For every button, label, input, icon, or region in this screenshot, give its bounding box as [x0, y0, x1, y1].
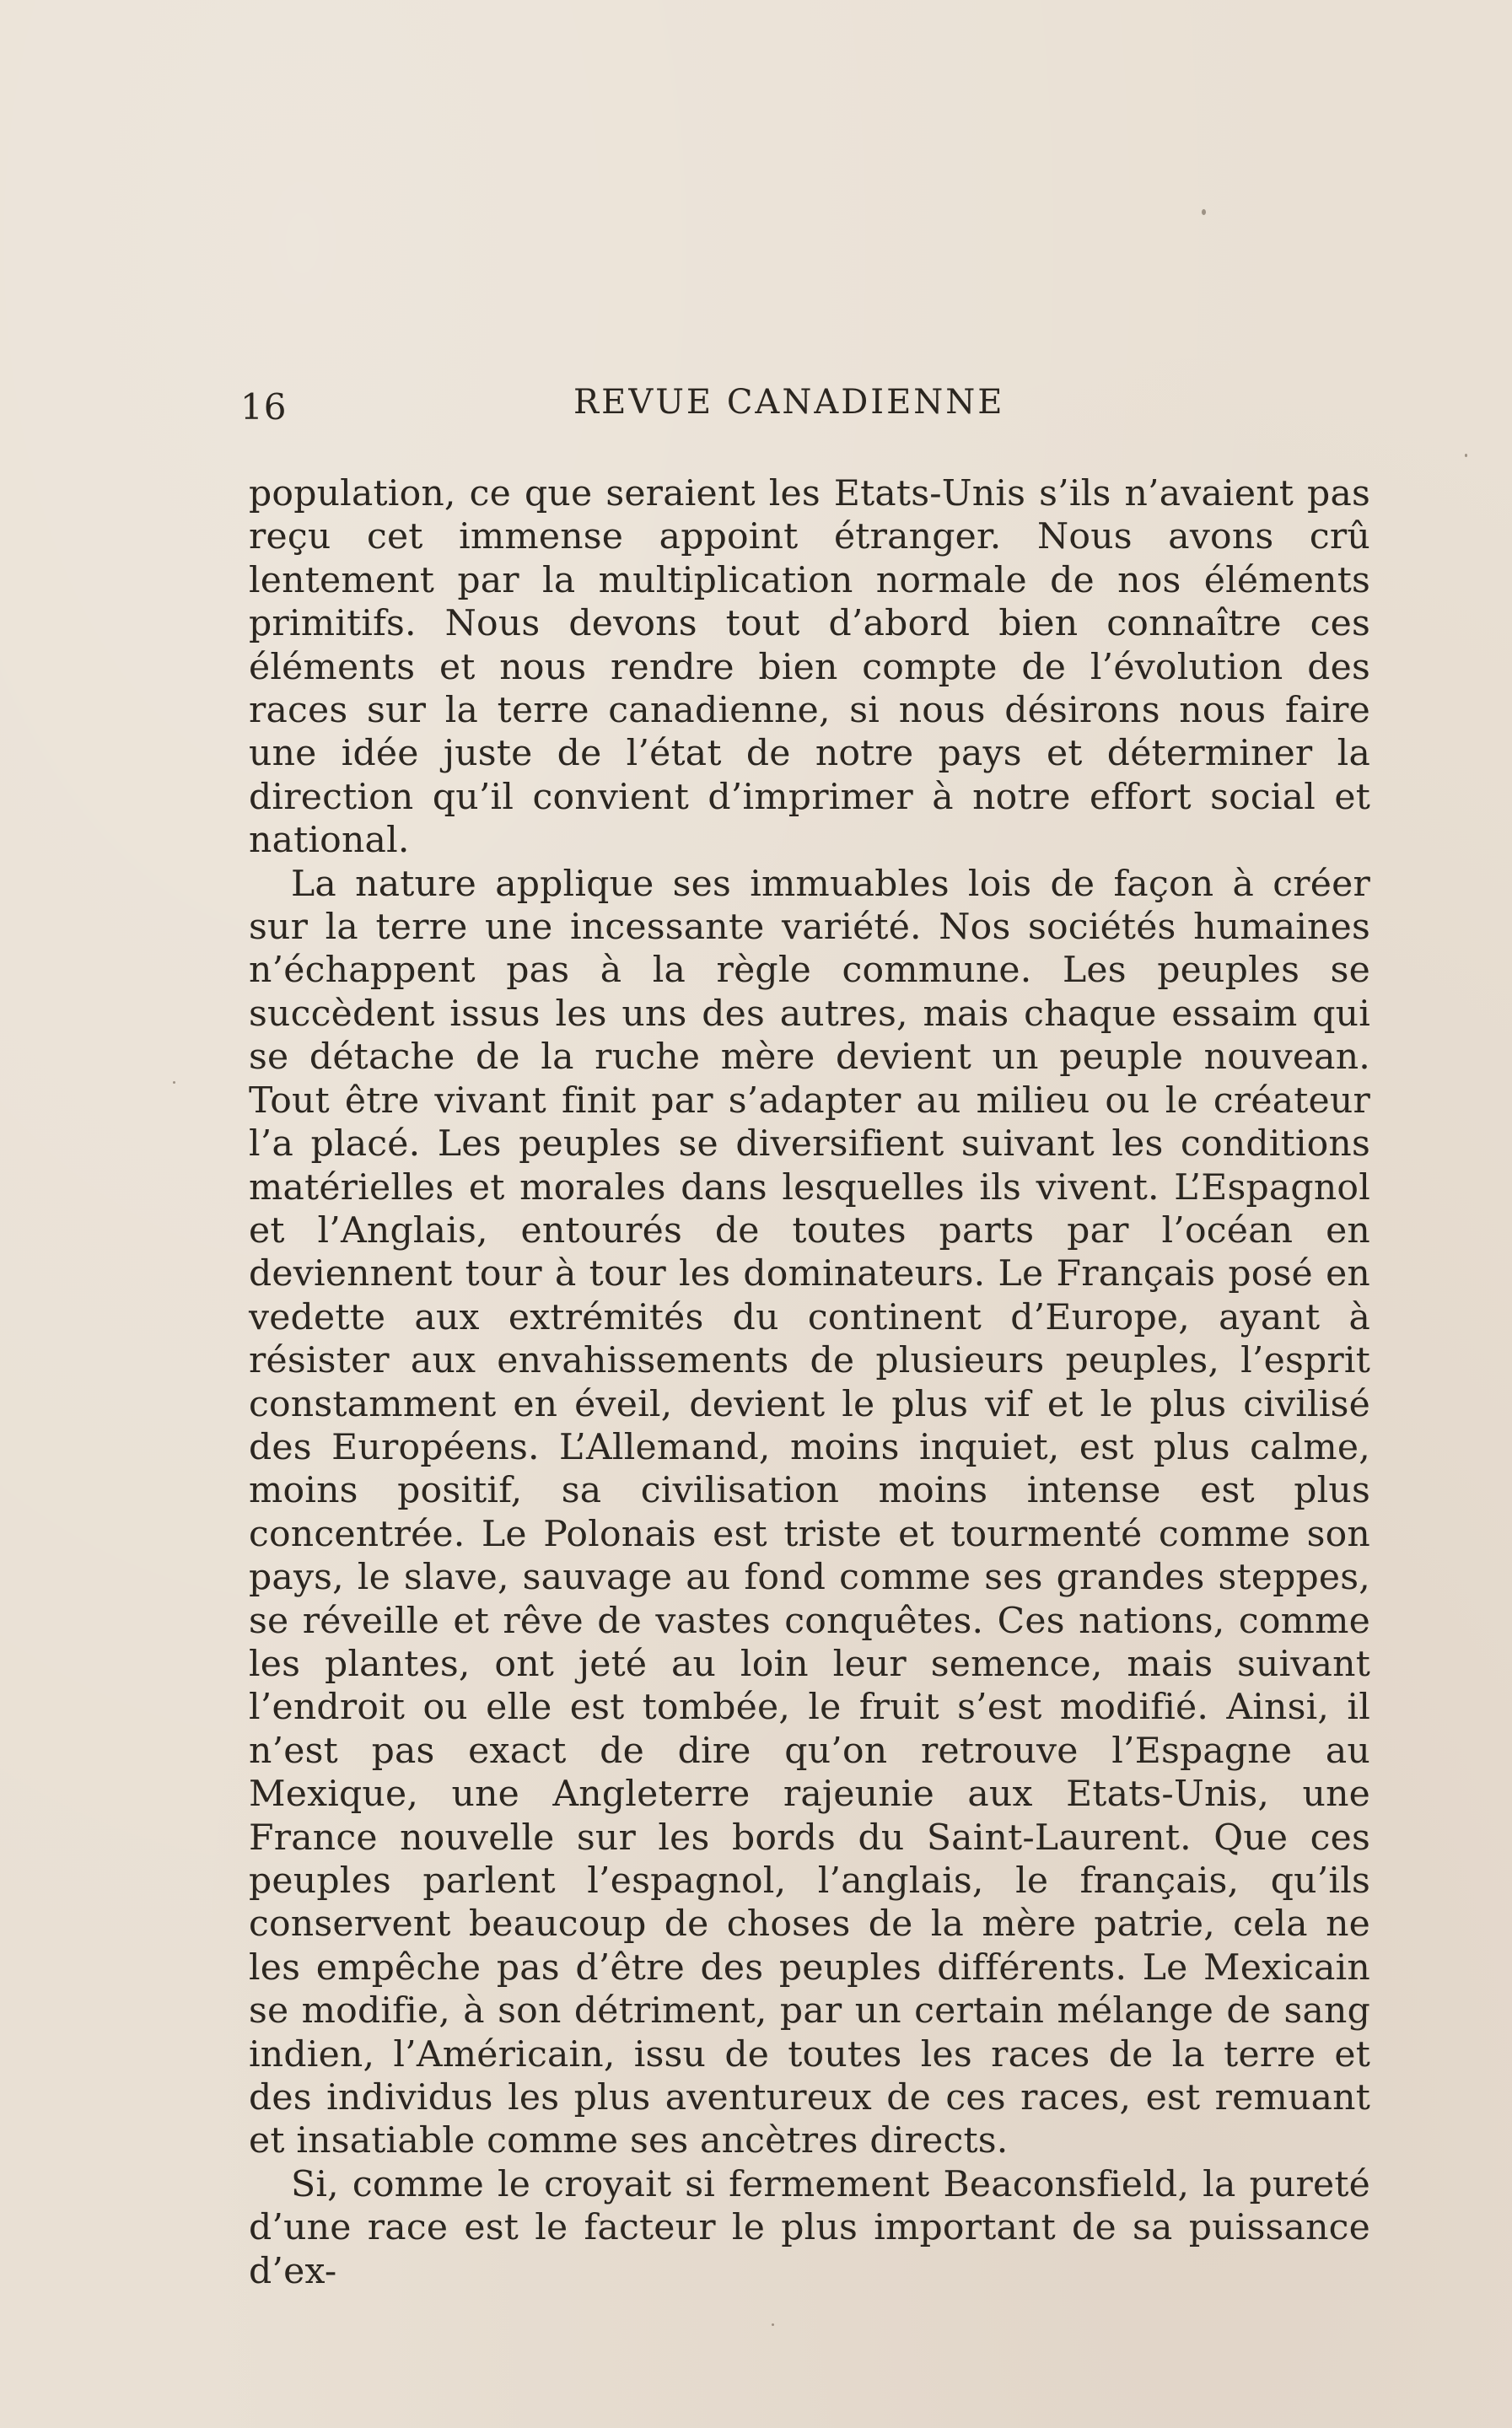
paragraph-1: population, ce que seraient les Etats-Unis s’ils n’avaient pas reçu cet immense appoint étranger. Nous avons crû lentement par la multiplication normale de nos éléments primitifs. Nous devons tout d’abord bien connaître ces éléments et nous rendre bien compte de l’évolution des races sur la terre canadienne, si nous désirons nous faire une idée juste de l’état de notre pays et déterminer la direction qu’il convient d’imprimer à notre effort social et national.	[249, 473, 1370, 862]
paragraph-2: La nature applique ses immuables lois de façon à créer sur la terre une incessante variété. Nos sociétés humaines n’échappent pas à la règle commune. Les peuples se succèdent issus les uns des autres, mais chaque essaim qui se détache de la ruche mère devient un peuple nouvean. Tout être vivant finit par s’adapter au milieu ou le créateur l’a placé. Les peuples se diversifient suivant les conditions matérielles et morales dans lesquelles ils vivent. L’Espagnol et l’Anglais, entourés de toutes parts par l’océan en deviennent tour à tour les dominateurs. Le Français posé en vedette aux extrémités du continent d’Europe, ayant à résister aux envahissements de plusieurs peuples, l’esprit constamment en éveil, devient le plus vif et le plus civilisé des Européens. L’Allemand, moins inquiet, est plus calme, moins positif, sa civilisation moins intense est plus concentrée. Le Polonais est triste et tourmenté comme son pays, le slave, sauvage au fond comme ses grandes steppes, se réveille et rêve de vastes conquêtes. Ces nations, comme les plantes, ont jeté au loin leur semence, mais suivant l’endroit ou elle est tombée, le fruit s’est modifié. Ainsi, il n’est pas exact de dire qu’on retrouve l’Espagne au Mexique, une Angleterre rajeunie aux Etats-Unis, une France nouvelle sur les bords du Saint-Laurent. Que ces peuples parlent l’espagnol, l’anglais, le français, qu’ils conservent beaucoup de choses de la mère patrie, cela ne les empêche pas d’être des peuples différents. Le Mexicain se modifie, à son détriment, par un certain mélange de sang indien, l’Américain, issu de toutes les races de la terre et des individus les plus aventureux de ces races, est remuant et insatiable comme ses ancètres directs.	[249, 863, 1370, 2162]
body-text	[249, 472, 1370, 2293]
ink-speck	[1202, 209, 1206, 215]
ink-speck	[173, 1081, 175, 1084]
journal-title: REVUE CANADIENNE	[573, 383, 1005, 422]
ink-speck	[1465, 454, 1467, 457]
paragraph-3: Si, comme le croyait si fermement Beaconsfield, la pureté d’une race est le facteur le plus important de sa puissance d’ex-	[249, 2163, 1370, 2292]
ink-speck	[772, 2323, 774, 2326]
page-number: 16	[240, 386, 288, 428]
running-head	[240, 378, 1370, 437]
